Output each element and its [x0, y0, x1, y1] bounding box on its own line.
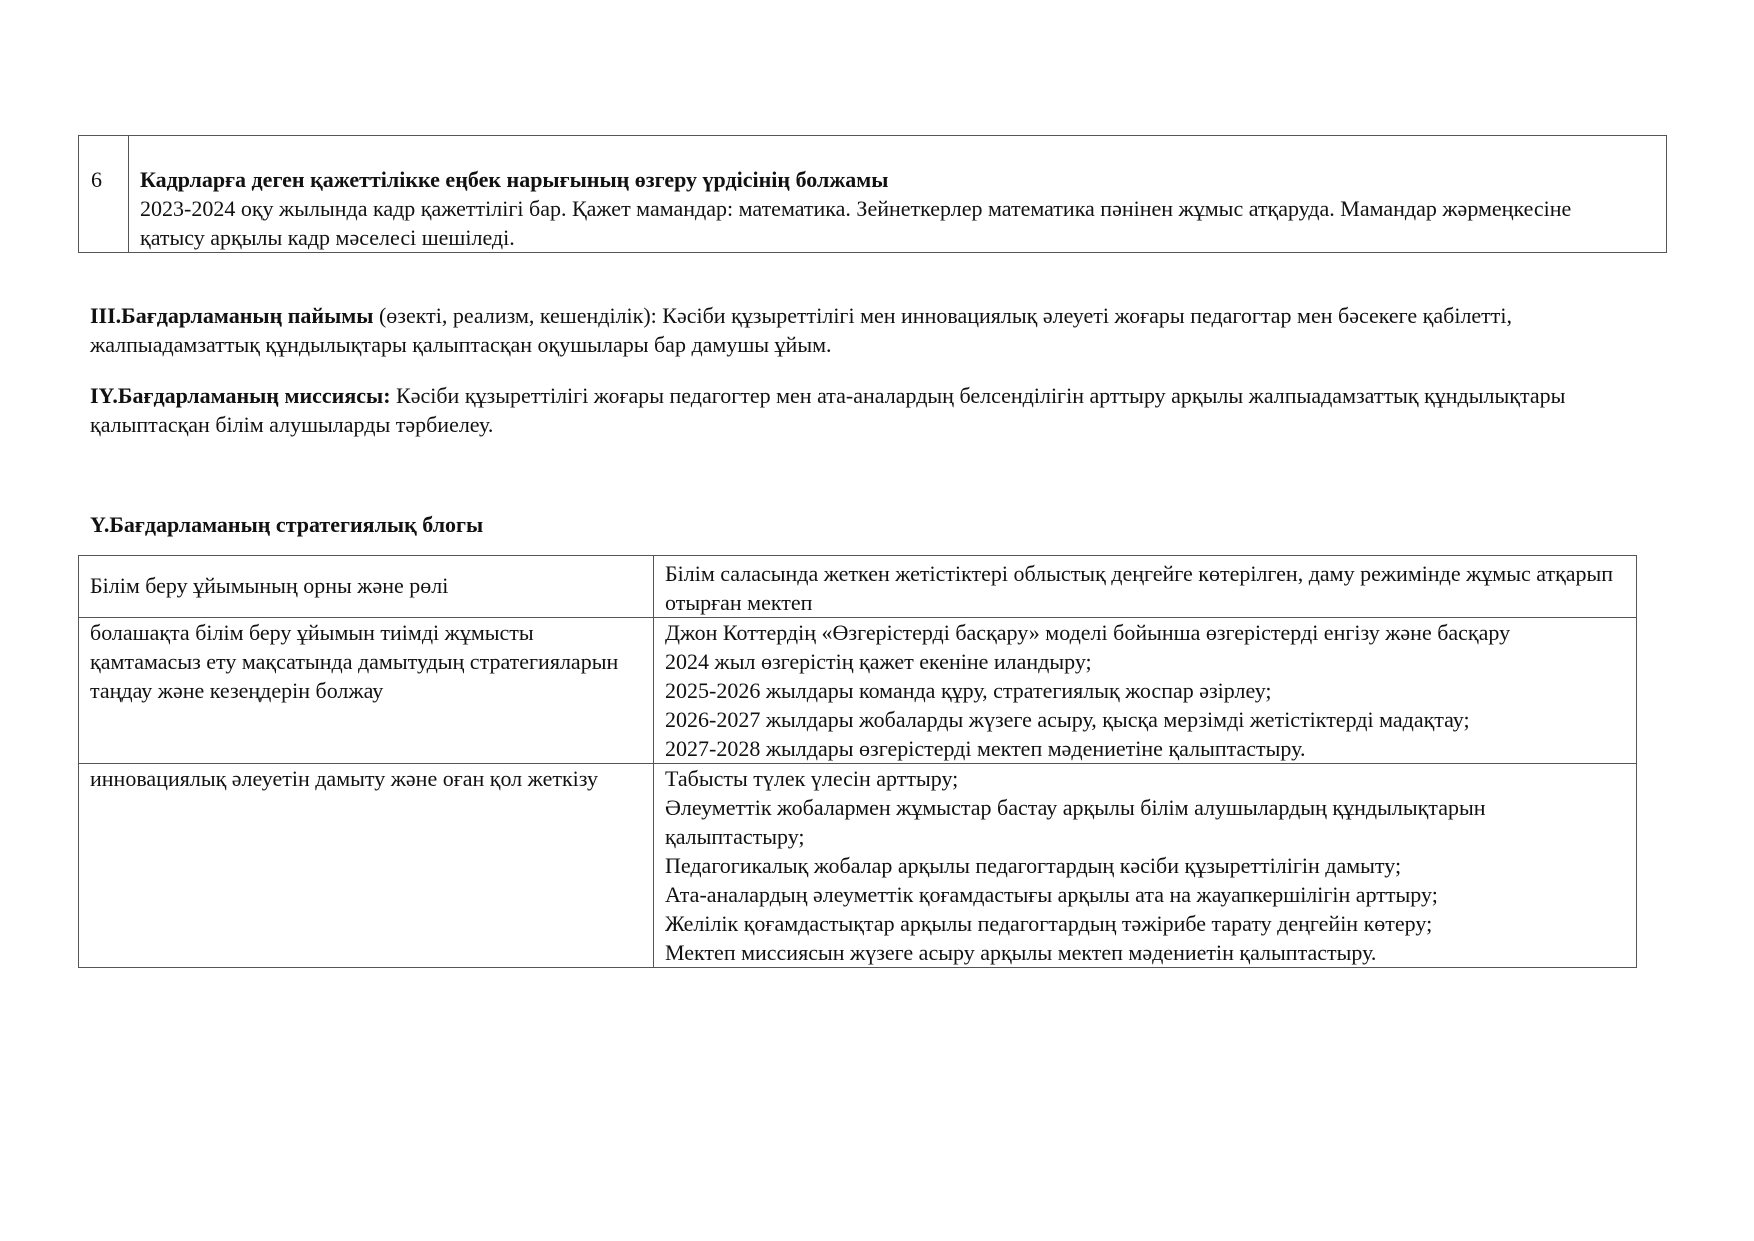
strategy-left-cell: инновациялық әлеуетін дамыту және оған қол жеткізу	[79, 764, 654, 968]
vision-heading: III.Бағдарламаның пайымы	[90, 303, 374, 328]
strategy-line: Мектеп миссиясын жүзеге асыру арқылы мектеп мәдениетін қалыптастыру.	[665, 940, 1377, 965]
strategy-line: Ата-аналардың әлеуметтік қоғамдастығы арқылы ата на жауапкершілігін арттыру;	[665, 882, 1438, 907]
table-row	[79, 618, 1637, 764]
strategy-left-cell: болашақта білім беру ұйымын тиімді жұмысты қамтамасыз ету мақсатында дамытудың стратегияларын таңдау және кезеңдерін болжау	[79, 618, 654, 764]
forecast-text: 2023-2024 оқу жылында кадр қажеттілігі бар. Қажет мамандар: математика. Зейнеткерлер математика пәнінен жұмыс атқаруда. Мамандар жәрмеңкесіне қатысу арқылы кадр мәселесі шешіледі.	[140, 196, 1572, 250]
strategy-line: 2027-2028 жылдары өзгерістерді мектеп мәдениетіне қалыптастыру.	[665, 736, 1306, 761]
strategy-left-cell: Білім беру ұйымының орны және рөлі	[79, 556, 654, 618]
table-row	[79, 556, 1637, 618]
strategy-right-cell	[654, 764, 1637, 968]
strategy-right-cell	[654, 556, 1637, 618]
strategy-line: Педагогикалық жобалар арқылы педагогтардың кәсіби құзыреттілігін дамыту;	[665, 853, 1402, 878]
strategy-line: 2024 жыл өзгерістің қажет екеніне иландыру;	[665, 649, 1092, 674]
vision-text: (өзекті, реализм, кешенділік): Кәсіби құзыреттілігі мен инновациялық әлеуеті жоғары педагогтар мен бәсекеге қабілетті, жалпыадамзаттық құндылықтары қалыптасқан оқушылары бар дамушы ұйым.	[90, 303, 1513, 357]
forecast-cell	[129, 136, 1667, 253]
mission-text: Кәсіби құзыреттілігі жоғары педагогтер мен ата-аналардың белсенділігін арттыру арқылы жалпыадамзаттық құндылықтары қалыптасқан білім алушыларды тәрбиелеу.	[90, 383, 1566, 437]
strategy-line: Әлеуметтік жобалармен жұмыстар бастау арқылы білім алушылардың құндылықтарын қалыптастыру;	[665, 795, 1486, 849]
row-number: 6	[79, 136, 129, 253]
vision-paragraph	[90, 301, 1670, 359]
strategy-line: 2025-2026 жылдары команда құру, стратегиялық жоспар әзірлеу;	[665, 678, 1272, 703]
mission-paragraph	[90, 381, 1670, 439]
strategy-table	[78, 555, 1637, 968]
strategy-line: Білім саласында жеткен жетістіктері облыстық деңгейге көтерілген, даму режимінде жұмыс атқарып отырған мектеп	[665, 561, 1614, 615]
strategy-line: Джон Коттердің «Өзгерістерді басқару» моделі бойынша өзгерістерді енгізу және басқару	[665, 620, 1511, 645]
strategy-line: Табысты түлек үлесін арттыру;	[665, 766, 959, 791]
strategy-heading: Y.Бағдарламаның стратегиялық блогы	[90, 512, 484, 537]
strategy-line: Желілік қоғамдастықтар арқылы педагогтардың тәжірибе тарату деңгейін көтеру;	[665, 911, 1433, 936]
table-row	[79, 136, 1667, 253]
forecast-table	[78, 135, 1667, 253]
strategy-line: 2026-2027 жылдары жобаларды жүзеге асыру, қысқа мерзімді жетістіктерді мадақтау;	[665, 707, 1470, 732]
strategy-right-cell	[654, 618, 1637, 764]
table-row	[79, 764, 1637, 968]
forecast-title: Кадрларға деген қажеттілікке еңбек нарығының өзгеру үрдісінің болжамы	[140, 167, 889, 192]
mission-heading: IY.Бағдарламаның миссиясы:	[90, 383, 391, 408]
